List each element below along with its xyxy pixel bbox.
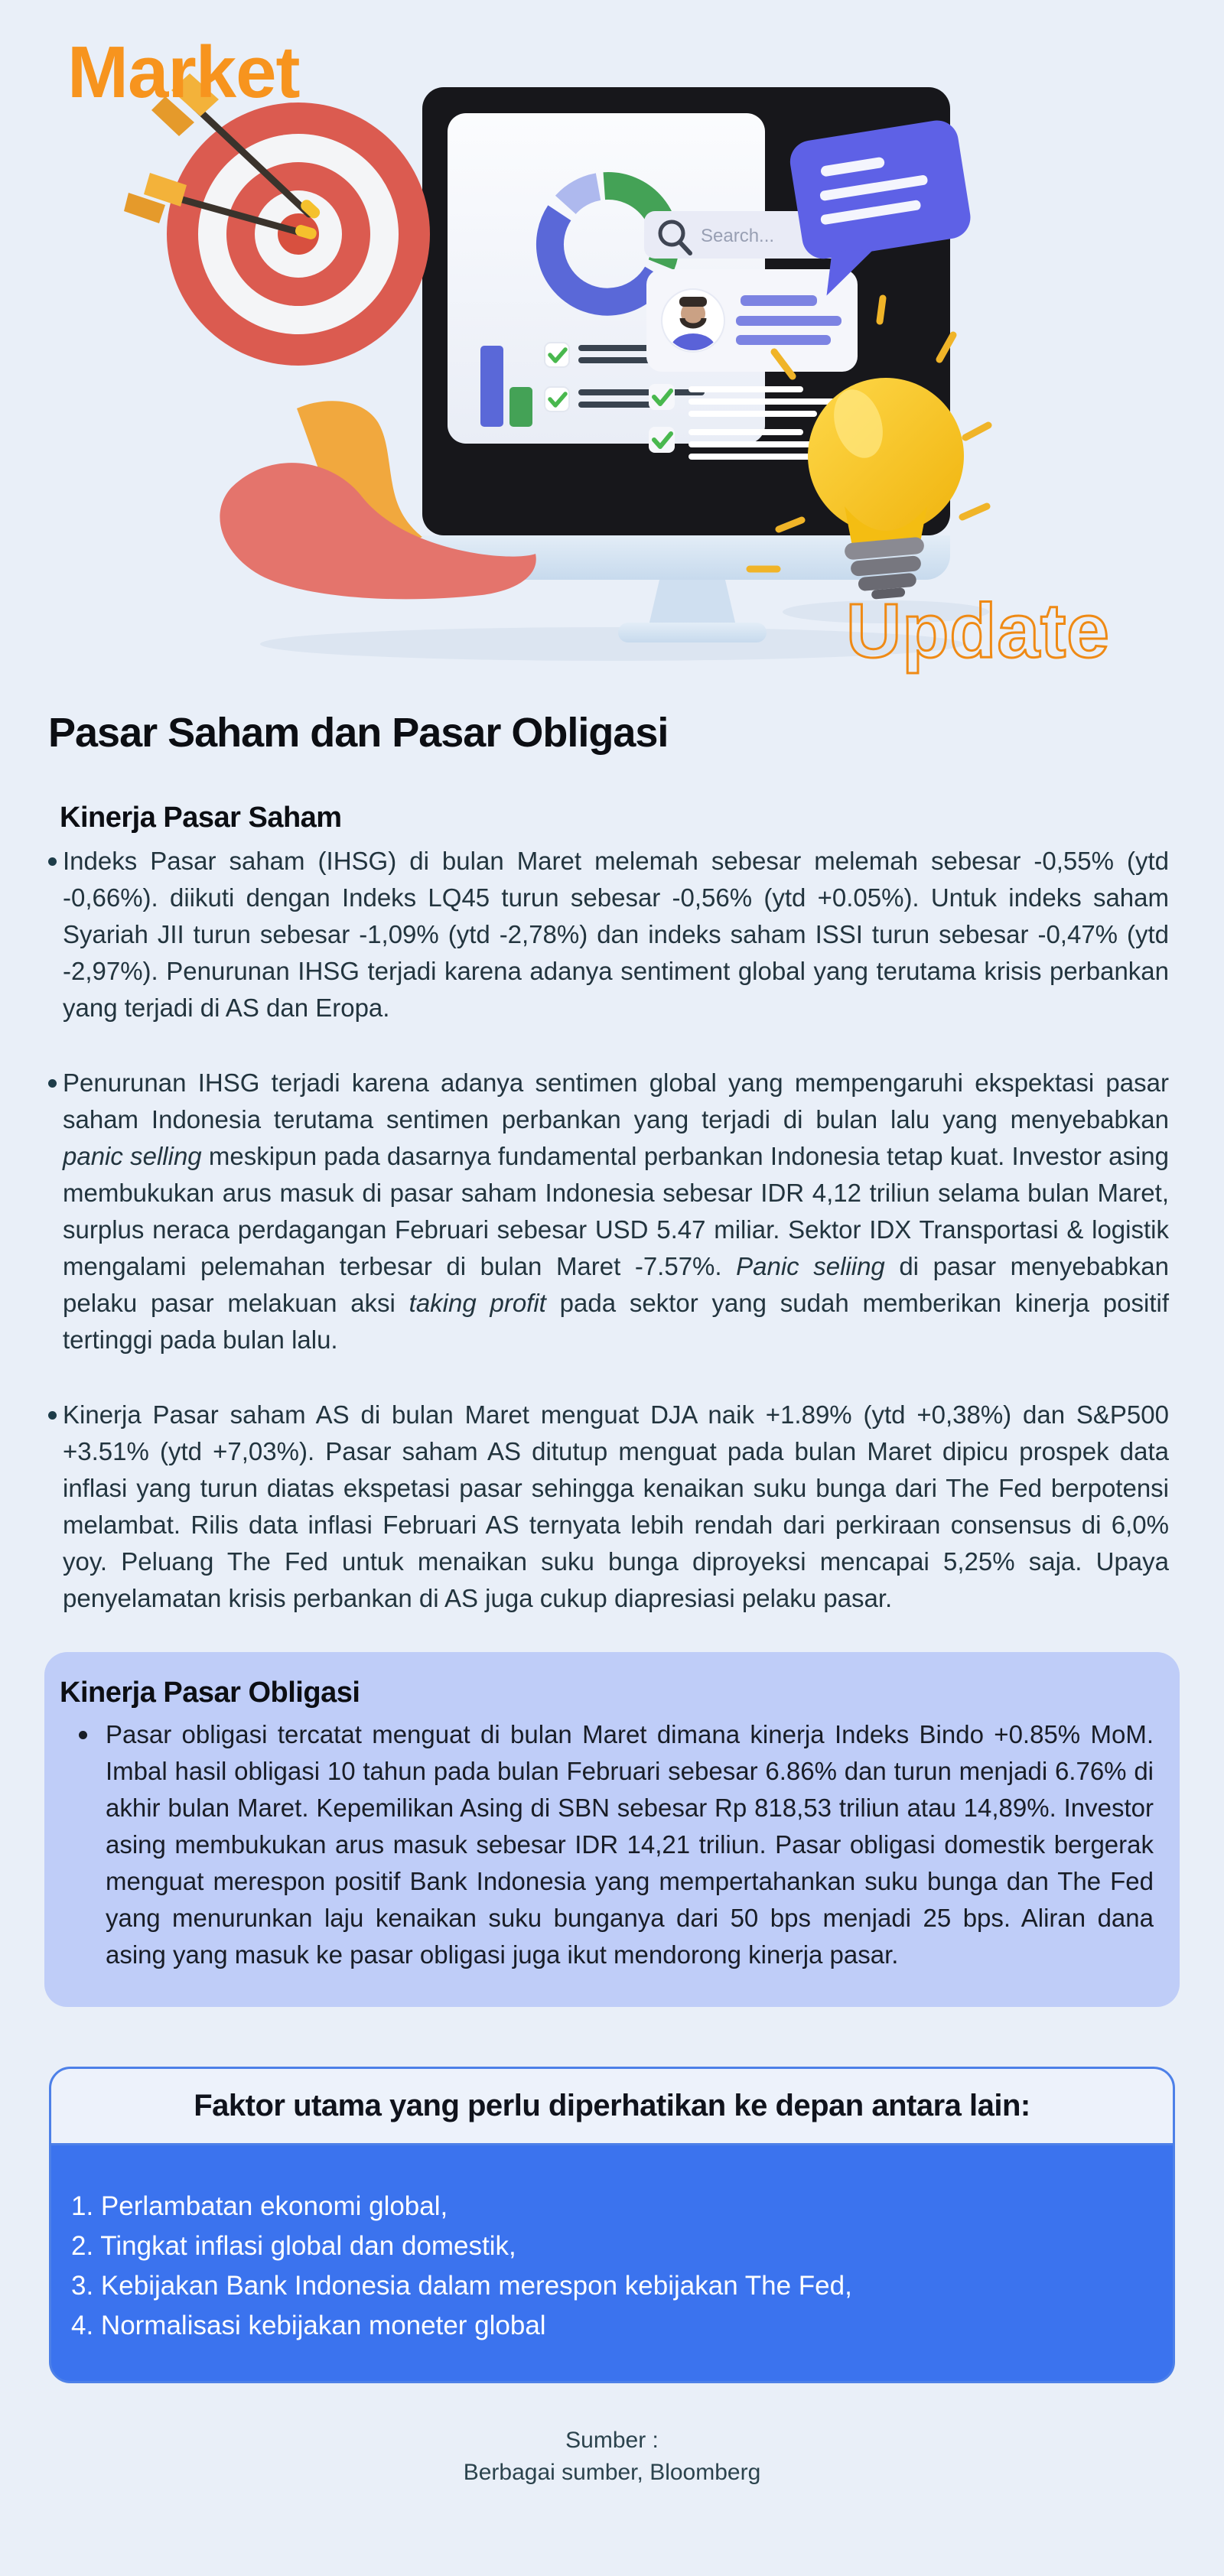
brand-market-text: Market bbox=[67, 31, 300, 113]
bullet-item: Pasar obligasi tercatat menguat di bulan Maret dimana kinerja Indeks Bindo +0.85% MoM. Imbal hasil obligasi 10 tahun pada bulan Februari sebesar 6.86% dan turun menjadi 6.76% di akhir bulan Maret. Kepemilikan Asing di SBN sebesar Rp 818,53 triliun atau 14,89%. Investor asing membukukan arus masuk sebesar IDR 14,21 triliun. Pasar obligasi domestik bergerak menguat merespon positif Bank Indonesia yang mempertahankan suku bunga dan The Fed yang menurunkan laju kenaikan suku bunganya dari 50 bps menjadi 25 bps. Aliran dana asing yang masuk ke pasar obligasi juga ikut mendorong kinerja pasar. bbox=[79, 1716, 1154, 1973]
factors-list bbox=[71, 2187, 1142, 2346]
brand-update-text: Update bbox=[846, 588, 1110, 674]
source-footer bbox=[0, 2425, 1224, 2489]
factors-box bbox=[49, 2067, 1175, 2383]
page-title: Pasar Saham dan Pasar Obligasi bbox=[48, 710, 669, 756]
source-label: Sumber : bbox=[565, 2428, 659, 2453]
bullet-item: Penurunan IHSG terjadi karena adanya sentimen global yang mempengaruhi ekspektasi pasar saham Indonesia terutama sentimen perbankan yang terjadi di bulan lalu yang menyebabkan panic selling meskipun pada dasarnya fundamental perbankan Indonesia tetap kuat. Investor asing membukukan arus masuk di pasar saham Indonesia sebesar IDR 4,12 triliun selama bulan Maret, surplus neraca perdagangan Februari sebesar USD 5.47 miliar. Sektor IDX Transportasi & logistik mengalami pelemahan terbesar di bulan Maret -7.57%. Panic seliing di pasar menyebabkan pelaku pasar melakuan aksi taking profit pada sektor yang sudah memberikan kinerja positif tertinggi pada bulan lalu. bbox=[51, 1065, 1169, 1358]
bond-bullet-list bbox=[79, 1716, 1154, 1973]
bullet-item: 1. Perlambatan ekonomi global, bbox=[71, 2191, 448, 2221]
bullet-item: 2. Tingkat inflasi global dan domestik, bbox=[71, 2231, 516, 2261]
bond-section-heading: Kinerja Pasar Obligasi bbox=[60, 1677, 360, 1709]
search-placeholder: Search... bbox=[701, 226, 775, 246]
bullet-item: Indeks Pasar saham (IHSG) di bulan Maret melemah sebesar melemah sebesar -0,55% (ytd -0,66%). diikuti dengan Indeks LQ45 turun sebesar -0,56% (ytd +0.05%). Untuk indeks saham Syariah JII turun sebesar -1,09% (ytd -2,78%) dan indeks saham ISSI turun sebesar -0,47% (ytd -2,97%). Penurunan IHSG terjadi karena adanya sentiment global yang terutama krisis perbankan yang terjadi di AS dan Eropa. bbox=[51, 843, 1169, 1026]
stock-bullet-list bbox=[51, 843, 1169, 1617]
bond-market-section bbox=[44, 1652, 1180, 2007]
bullet-item: 3. Kebijakan Bank Indonesia dalam merespon kebijakan The Fed, bbox=[71, 2271, 852, 2301]
source-names: Berbagai sumber, Bloomberg bbox=[463, 2460, 761, 2485]
bullet-item: Kinerja Pasar saham AS di bulan Maret menguat DJA naik +1.89% (ytd +0,38%) dan S&P500 +3.51% (ytd +7,03%). Pasar saham AS ditutup menguat pada bulan Maret dipicu prospek data inflasi yang turun diatas ekspetasi pasar sehingga kenaikan suku bunga dari The Fed berpotensi melambat. Rilis data inflasi Februari AS ternyata lebih rendah dari perkiraan consensus di 6,0% yoy. Peluang The Fed untuk menaikan suku bunga diproyeksi mencapai 5,25% saja. Upaya penyelamatan krisis perbankan di AS juga cukup diapresiasi pelaku pasar. bbox=[51, 1397, 1169, 1617]
stock-section-heading: Kinerja Pasar Saham bbox=[60, 802, 342, 834]
bullet-item: 4. Normalisasi kebijakan moneter global bbox=[71, 2311, 546, 2340]
factors-body bbox=[51, 2145, 1173, 2381]
factors-title: Faktor utama yang perlu diperhatikan ke depan antara lain: bbox=[51, 2069, 1173, 2145]
monitor-stand bbox=[649, 580, 736, 626]
hero-illustration bbox=[0, 0, 1224, 698]
stock-market-section bbox=[48, 800, 1169, 1617]
profile-card bbox=[646, 269, 858, 372]
